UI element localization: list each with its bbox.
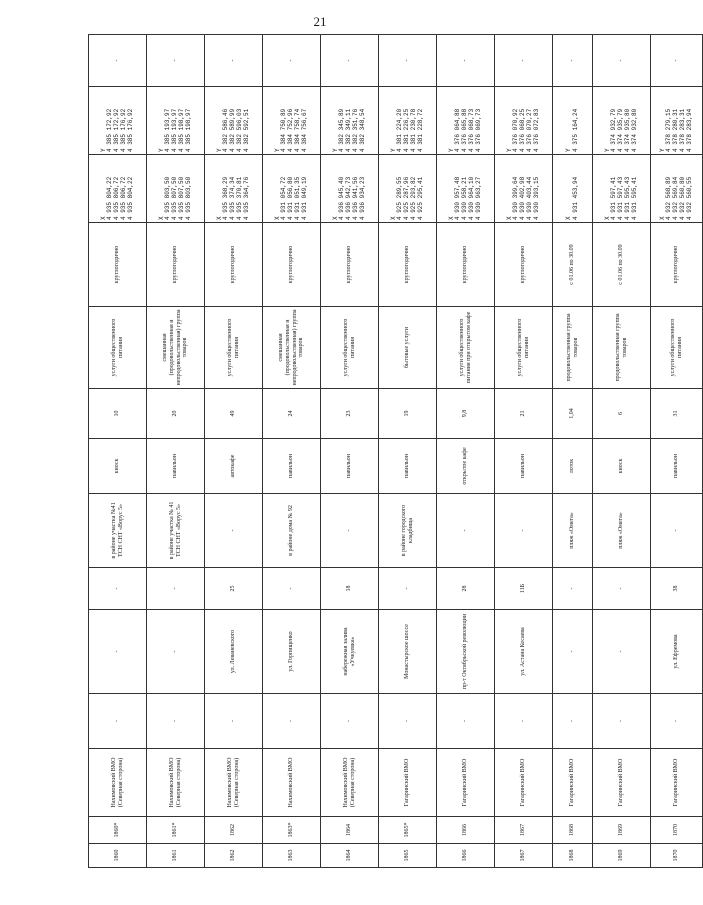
blank-cell: - [89, 694, 147, 749]
page-number: 21 [313, 14, 327, 29]
street-cell: - [553, 610, 593, 694]
object-type-cell: павильон [495, 439, 553, 494]
extra-cell: - [263, 35, 321, 87]
y-coordinate-value: 4 382 348,54 [358, 108, 366, 152]
landmark-cell: - [321, 494, 379, 568]
specialization-cell: услуги общественного питания [205, 307, 263, 389]
y-coordinate-value: Y [215, 148, 223, 152]
y-coordinate-value: 4 382 586,46 [222, 108, 230, 152]
y-coordinates-cell [263, 87, 321, 155]
y-coordinate-value: 4 381 230,78 [409, 108, 417, 152]
district-cell: Нахимовский ВМО (Северная сторона) [89, 749, 147, 817]
x-coordinate-value: 4 936 934,23 [358, 176, 366, 220]
street-cell: - [89, 610, 147, 694]
house-cell: - [147, 568, 205, 610]
y-coordinate-value: 4 385 198,97 [184, 108, 192, 152]
x-coordinate-value: 4 935 806,72 [119, 176, 127, 220]
period-cell: круглогодично [437, 223, 495, 307]
y-coordinate-value: Y [273, 148, 281, 152]
x-coordinate-value: 4 931 453,94 [571, 176, 579, 220]
x-coordinates-cell [205, 155, 263, 223]
row-number-alt: 1860* [89, 817, 147, 844]
table-row [651, 35, 703, 868]
period-cell: круглогодично [651, 223, 703, 307]
y-coordinate-value: Y [389, 148, 397, 152]
street-cell: пр-т Октябрьской революции [437, 610, 495, 694]
area-cell: 10 [89, 389, 147, 439]
district-cell: Гагаринский ВМО [379, 749, 437, 817]
y-coordinate-value: 4 376 064,88 [454, 108, 462, 152]
row-number-alt: 1870 [651, 817, 703, 844]
row-number-alt: 1862 [205, 817, 263, 844]
x-coordinate-value: 4 935 807,50 [171, 176, 179, 220]
period-cell: круглогодично [495, 223, 553, 307]
y-coordinate-value: 4 382 351,76 [351, 108, 359, 152]
y-coordinates-cell [89, 87, 147, 155]
x-coordinate-value: X [157, 216, 165, 220]
x-coordinates-cell [437, 155, 495, 223]
landmark-cell: в районе участка №41 ТСН СНТ «Ворус 5» [89, 494, 147, 568]
area-cell: 1,04 [553, 389, 593, 439]
table-row [321, 35, 379, 868]
row-number: 1867 [495, 844, 553, 868]
rotated-table-wrapper [88, 34, 703, 868]
x-coordinate-value: 4 935 806,72 [113, 176, 121, 220]
street-cell: набережная залива «Учкуевка» [321, 610, 379, 694]
x-coordinate-value: 4 925 287,96 [403, 176, 411, 220]
house-cell: 11Б [495, 568, 553, 610]
x-coordinate-value: X [389, 216, 397, 220]
y-coordinate-value: 4 376 070,92 [512, 108, 520, 152]
x-coordinate-value: 4 936 942,73 [345, 176, 353, 220]
area-cell: 20 [147, 389, 205, 439]
x-coordinate-value: X [505, 216, 513, 220]
y-coordinate-value: 4 384 752,96 [287, 108, 295, 152]
x-coordinate-value: 4 931 595,43 [623, 176, 631, 220]
x-coordinate-value: X [564, 216, 572, 220]
period-cell: круглогодично [89, 223, 147, 307]
y-coordinate-value: 4 374 935,80 [623, 108, 631, 152]
table-row [147, 35, 205, 868]
specialization-cell: услуги общественного питания [495, 307, 553, 389]
x-coordinate-value: 4 930 957,48 [454, 176, 462, 220]
x-coordinate-value: 4 931 597,43 [617, 176, 625, 220]
row-number-alt: 1866 [437, 817, 495, 844]
area-cell: 24 [263, 389, 321, 439]
house-cell: - [263, 568, 321, 610]
specialization-cell: смешанная (продовольственная и непродовольственная) группа товаров [263, 307, 321, 389]
extra-cell: - [321, 35, 379, 87]
landmark-cell: - [495, 494, 553, 568]
table-body [89, 35, 703, 868]
y-coordinate-value: 4 382 592,51 [242, 108, 250, 152]
house-cell: 28 [437, 568, 495, 610]
row-number: 1862 [205, 844, 263, 868]
x-coordinates-cell [263, 155, 321, 223]
object-type-cell: павильон [263, 439, 321, 494]
table-row [495, 35, 553, 868]
landmark-cell: пляж «Омега» [553, 494, 593, 568]
y-coordinate-value: 4 378 279,15 [665, 108, 673, 152]
district-cell: Гагаринский ВМО [437, 749, 495, 817]
y-coordinate-value: Y [331, 148, 339, 152]
x-coordinates-cell [89, 155, 147, 223]
object-type-cell: павильон [379, 439, 437, 494]
y-coordinate-value: Y [603, 148, 611, 152]
table-row [89, 35, 147, 868]
y-coordinate-value: 4 376 065,88 [461, 108, 469, 152]
y-coordinate-value: 4 382 349,11 [345, 108, 353, 152]
extra-cell: - [147, 35, 205, 87]
y-coordinates-cell [553, 87, 593, 155]
x-coordinate-value: 4 931 051,35 [293, 176, 301, 220]
row-number-alt: 1865* [379, 817, 437, 844]
blank-cell: - [147, 694, 205, 749]
district-cell: Нахимовский ВМО (Северная сторона) [147, 749, 205, 817]
district-cell: Гагаринский ВМО [495, 749, 553, 817]
x-coordinates-cell [593, 155, 651, 223]
street-cell: ул. Леваневского [205, 610, 263, 694]
house-cell: - [593, 568, 651, 610]
y-coordinate-value: 4 376 068,25 [519, 108, 527, 152]
area-cell: 21 [495, 389, 553, 439]
y-coordinates-cell [147, 87, 205, 155]
district-cell: Гагаринский ВМО [553, 749, 593, 817]
x-coordinate-value: X [658, 216, 666, 220]
row-number: 1863 [263, 844, 321, 868]
x-coordinate-value: 4 931 054,72 [280, 176, 288, 220]
x-coordinate-value: X [273, 216, 281, 220]
street-cell: ул. Ефремова [651, 610, 703, 694]
x-coordinate-value: 4 930 958,21 [461, 176, 469, 220]
x-coordinate-value: 4 925 293,82 [409, 176, 417, 220]
x-coordinate-value: 4 932 568,89 [665, 176, 673, 220]
y-coordinate-value: 4 385 193,97 [164, 108, 172, 152]
blank-cell: - [495, 694, 553, 749]
kiosk-placement-table [88, 34, 703, 868]
blank-cell: - [205, 694, 263, 749]
x-coordinates-cell [379, 155, 437, 223]
row-number-alt: 1861* [147, 817, 205, 844]
x-coordinate-value: 4 930 393,15 [532, 176, 540, 220]
street-cell: - [147, 610, 205, 694]
row-number: 1860 [89, 844, 147, 868]
blank-cell: - [379, 694, 437, 749]
blank-cell: - [553, 694, 593, 749]
x-coordinate-value: 4 931 049,19 [300, 176, 308, 220]
row-number: 1861 [147, 844, 205, 868]
y-coordinate-value: 4 385 198,97 [177, 108, 185, 152]
period-cell: круглогодично [147, 223, 205, 307]
row-number-alt: 1869 [593, 817, 651, 844]
extra-cell: - [379, 35, 437, 87]
district-cell: Гагаринский ВМО [593, 749, 651, 817]
period-cell: с 01.06 по 30.09 [553, 223, 593, 307]
y-coordinate-value: 4 385 193,97 [171, 108, 179, 152]
landmark-cell: - [651, 494, 703, 568]
period-cell: круглогодично [205, 223, 263, 307]
x-coordinate-value: 4 935 807,50 [177, 176, 185, 220]
house-cell: - [379, 568, 437, 610]
row-number: 1868 [553, 844, 593, 868]
x-coordinate-value: 4 935 803,50 [164, 176, 172, 220]
area-cell: 23 [321, 389, 379, 439]
row-number: 1869 [593, 844, 651, 868]
x-coordinates-cell [321, 155, 379, 223]
x-coordinates-cell [495, 155, 553, 223]
object-type-cell: открытое кафе [437, 439, 495, 494]
x-coordinates-cell [651, 155, 703, 223]
y-coordinate-value: 4 385 172,92 [113, 108, 121, 152]
blank-cell: - [651, 694, 703, 749]
x-coordinate-value: 4 932 560,80 [678, 176, 686, 220]
landmark-cell: - [437, 494, 495, 568]
specialization-cell: услуги общественного питания [89, 307, 147, 389]
x-coordinate-value: 4 930 963,27 [474, 176, 482, 220]
blank-cell: - [263, 694, 321, 749]
specialization-cell: бытовые услуги [379, 307, 437, 389]
street-cell: Монастырское шоссе [379, 610, 437, 694]
street-cell: - [593, 610, 651, 694]
row-number-alt: 1864 [321, 817, 379, 844]
x-coordinate-value: X [99, 216, 107, 220]
period-cell: круглогодично [321, 223, 379, 307]
object-type-cell: павильон [147, 439, 205, 494]
x-coordinate-value: 4 935 364,76 [242, 176, 250, 220]
x-coordinate-value: 4 935 804,22 [126, 176, 134, 220]
x-coordinate-value: X [331, 216, 339, 220]
row-number: 1870 [651, 844, 703, 868]
object-type-cell: автокафе [205, 439, 263, 494]
house-cell: 38 [651, 568, 703, 610]
specialization-cell: продовольственная группа товаров [593, 307, 651, 389]
object-type-cell: павильон [321, 439, 379, 494]
y-coordinates-cell [651, 87, 703, 155]
blank-cell: - [437, 694, 495, 749]
landmark-cell: в районе городского кладбища [379, 494, 437, 568]
x-coordinate-value: 4 930 403,44 [525, 176, 533, 220]
extra-cell: - [89, 35, 147, 87]
y-coordinate-value: 4 381 228,72 [416, 108, 424, 152]
y-coordinate-value: 4 378 283,31 [678, 108, 686, 152]
street-cell: ул. Горпищенко [263, 610, 321, 694]
district-cell: Нахимовский ВМО [263, 749, 321, 817]
specialization-cell: услуги общественного питания [321, 307, 379, 389]
district-cell: Гагаринский ВМО [651, 749, 703, 817]
y-coordinate-value: Y [447, 148, 455, 152]
landmark-cell: пляж «Омега» [593, 494, 651, 568]
y-coordinates-cell [437, 87, 495, 155]
row-number: 1865 [379, 844, 437, 868]
table-row [379, 35, 437, 868]
x-coordinates-cell [147, 155, 205, 223]
row-number: 1866 [437, 844, 495, 868]
y-coordinate-value: 4 384 756,67 [300, 108, 308, 152]
street-cell: ул. Астана Кесаева [495, 610, 553, 694]
y-coordinate-value: 4 378 280,31 [672, 108, 680, 152]
area-cell: 19 [379, 389, 437, 439]
x-coordinate-value: 4 935 803,50 [184, 176, 192, 220]
extra-cell: - [651, 35, 703, 87]
extra-cell: - [205, 35, 263, 87]
area-cell: 9,8 [437, 389, 495, 439]
x-coordinate-value: X [215, 216, 223, 220]
y-coordinate-value: 4 385 176,92 [126, 108, 134, 152]
landmark-cell: в районе дома № 92 [263, 494, 321, 568]
landmark-cell: - [205, 494, 263, 568]
object-type-cell: киоск [593, 439, 651, 494]
y-coordinate-value: 4 384 750,89 [280, 108, 288, 152]
blank-cell: - [593, 694, 651, 749]
x-coordinate-value: 4 935 370,81 [235, 176, 243, 220]
area-cell: 6 [593, 389, 651, 439]
x-coordinate-value: 4 931 056,80 [287, 176, 295, 220]
y-coordinate-value: 4 378 283,94 [685, 108, 693, 152]
x-coordinate-value: 4 935 804,22 [106, 176, 114, 220]
object-type-cell: павильон [651, 439, 703, 494]
y-coordinate-value: 4 374 932,79 [610, 108, 618, 152]
extra-cell: - [593, 35, 651, 87]
row-number-alt: 1868 [553, 817, 593, 844]
y-coordinate-value: 4 384 758,74 [293, 108, 301, 152]
x-coordinate-value: 4 932 560,55 [685, 176, 693, 220]
row-number-alt: 1867 [495, 817, 553, 844]
x-coordinate-value: 4 936 941,56 [351, 176, 359, 220]
y-coordinate-value: 4 374 932,80 [630, 108, 638, 152]
specialization-cell: продовольственная группа товаров [553, 307, 593, 389]
x-coordinate-value: 4 935 368,29 [222, 176, 230, 220]
y-coordinate-value: 4 376 069,73 [474, 108, 482, 152]
y-coordinate-value: 4 376 070,27 [525, 108, 533, 152]
period-cell: с 01.06 по 30.09 [593, 223, 651, 307]
house-cell: - [553, 568, 593, 610]
y-coordinate-value: 4 381 226,25 [403, 108, 411, 152]
table-row [205, 35, 263, 868]
y-coordinate-value: Y [157, 148, 165, 152]
district-cell: Нахимовский ВМО (Северная сторона) [205, 749, 263, 817]
y-coordinate-value: Y [564, 148, 572, 152]
house-cell: 25 [205, 568, 263, 610]
specialization-cell: смешанная (продовольственная и непродовольственная) группа товаров [147, 307, 205, 389]
x-coordinate-value: 4 925 295,41 [416, 176, 424, 220]
y-coordinates-cell [593, 87, 651, 155]
table-row [263, 35, 321, 868]
x-coordinate-value: X [603, 216, 611, 220]
x-coordinate-value: 4 930 399,64 [512, 176, 520, 220]
x-coordinate-value: 4 935 374,34 [229, 176, 237, 220]
house-cell: - [89, 568, 147, 610]
x-coordinates-cell [553, 155, 593, 223]
y-coordinate-value: Y [505, 148, 513, 152]
table-row [437, 35, 495, 868]
x-coordinate-value: 4 925 289,55 [396, 176, 404, 220]
y-coordinate-value: Y [658, 148, 666, 152]
row-number: 1864 [321, 844, 379, 868]
y-coordinate-value: 4 385 176,92 [119, 108, 127, 152]
house-cell: 18 [321, 568, 379, 610]
y-coordinate-value: 4 382 345,89 [338, 108, 346, 152]
y-coordinates-cell [495, 87, 553, 155]
y-coordinates-cell [379, 87, 437, 155]
x-coordinate-value: 4 931 597,41 [610, 176, 618, 220]
x-coordinate-value: X [447, 216, 455, 220]
specialization-cell: услуги общественного питания при открытом кафе [437, 307, 495, 389]
extra-cell: - [437, 35, 495, 87]
y-coordinate-value: 4 381 224,20 [396, 108, 404, 152]
y-coordinate-value: 4 376 072,83 [532, 108, 540, 152]
y-coordinate-value: 4 382 596,03 [235, 108, 243, 152]
y-coordinates-cell [205, 87, 263, 155]
extra-cell: - [553, 35, 593, 87]
y-coordinate-value: 4 375 164,24 [571, 108, 579, 152]
x-coordinate-value: 4 932 569,84 [672, 176, 680, 220]
object-type-cell: киоск [89, 439, 147, 494]
table-row [593, 35, 651, 868]
object-type-cell: лоток [553, 439, 593, 494]
x-coordinate-value: 4 936 945,40 [338, 176, 346, 220]
area-cell: 49 [205, 389, 263, 439]
x-coordinate-value: 4 931 595,41 [630, 176, 638, 220]
y-coordinate-value: 4 382 589,99 [229, 108, 237, 152]
y-coordinate-value: 4 376 068,73 [467, 108, 475, 152]
x-coordinate-value: 4 930 402,98 [519, 176, 527, 220]
landmark-cell: в районе участка № 41 ТСН СНТ «Ворус 5» [147, 494, 205, 568]
y-coordinates-cell [321, 87, 379, 155]
blank-cell: - [321, 694, 379, 749]
extra-cell: - [495, 35, 553, 87]
district-cell: Нахимовский ВМО (Северная сторона) [321, 749, 379, 817]
area-cell: 31 [651, 389, 703, 439]
specialization-cell: услуги общественного питания [651, 307, 703, 389]
table-row [553, 35, 593, 868]
period-cell: круглогодично [263, 223, 321, 307]
y-coordinate-value: 4 385 172,92 [106, 108, 114, 152]
y-coordinate-value: Y [99, 148, 107, 152]
x-coordinate-value: 4 930 964,10 [467, 176, 475, 220]
row-number-alt: 1863* [263, 817, 321, 844]
y-coordinate-value: 4 374 935,79 [617, 108, 625, 152]
period-cell: круглогодично [379, 223, 437, 307]
